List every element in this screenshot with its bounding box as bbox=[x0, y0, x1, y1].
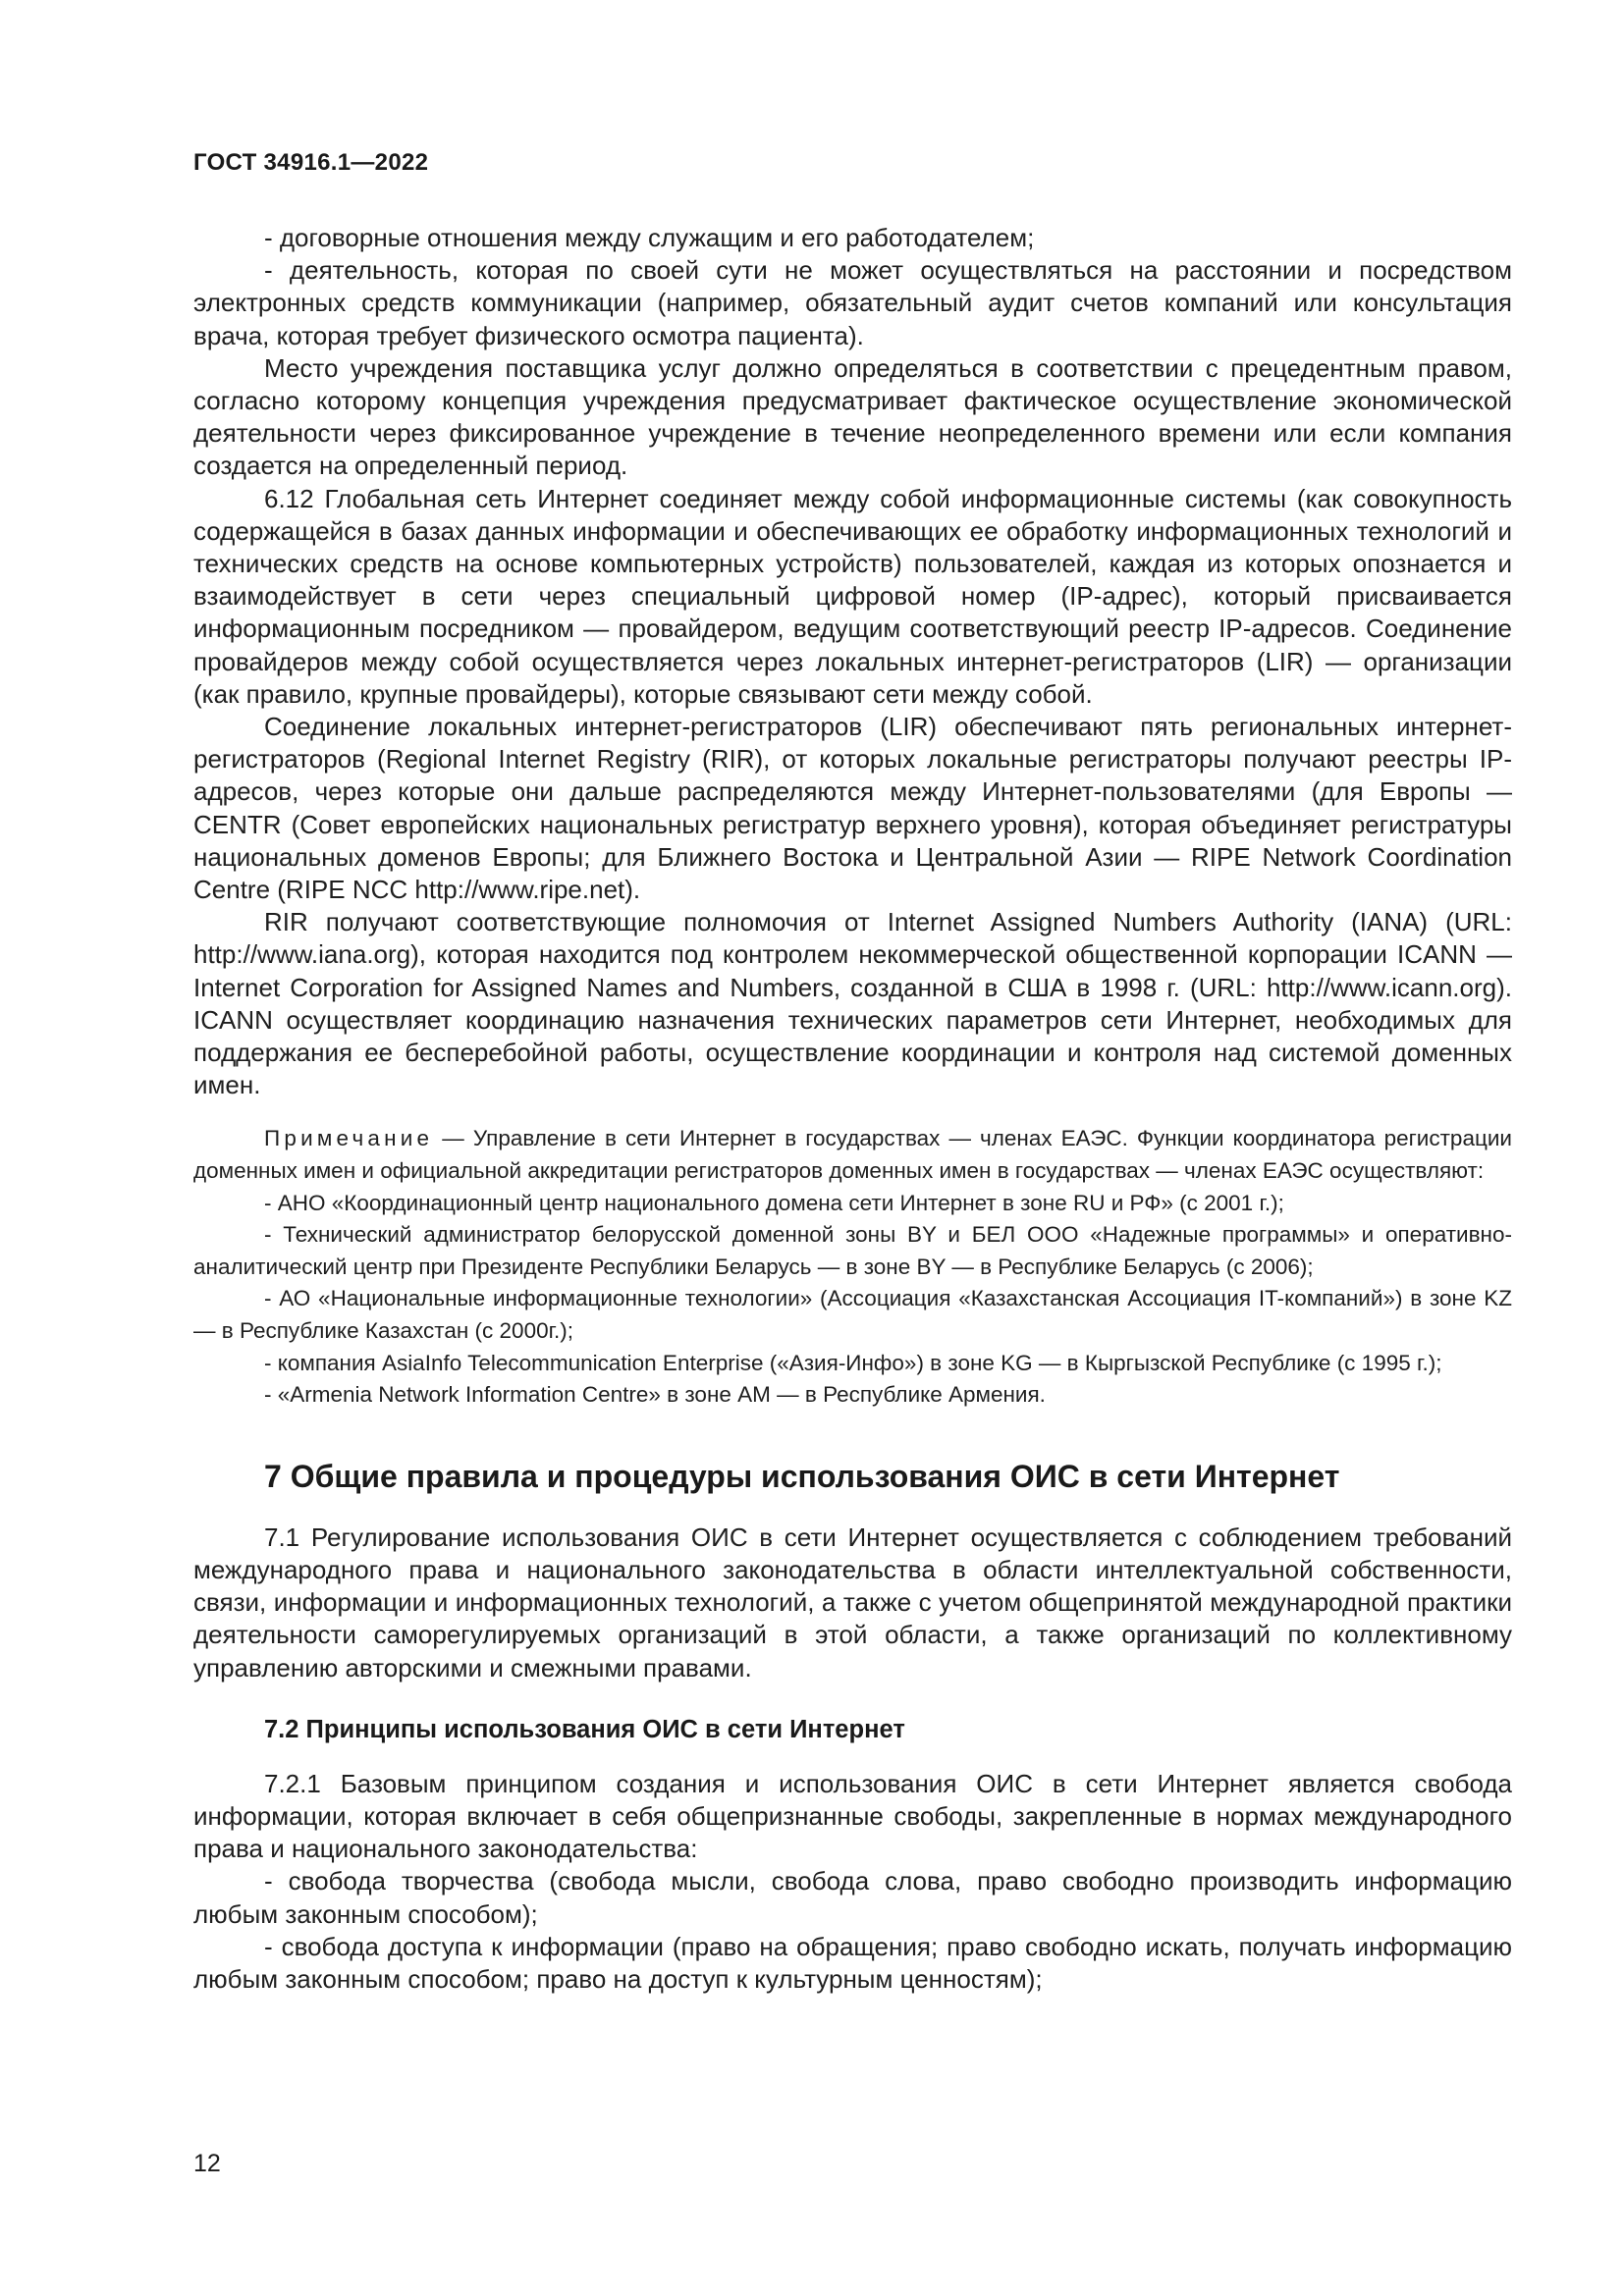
note-intro-text: — Управление в сети Интернет в государствах — членах ЕАЭС. Функции координатора регистрации доменных имен и официальной аккредитации регистраторов доменных имен в государствах — членах ЕАЭС осуществляют: bbox=[193, 1126, 1512, 1184]
document-standard-header: ГОСТ 34916.1—2022 bbox=[193, 149, 429, 176]
note-label: Примечание bbox=[264, 1126, 434, 1151]
paragraph: RIR получают соответствующие полномочия от Internet Assigned Numbers Authority (IANA) (URL: http://www.iana.org), которая находится под контролем некоммерческой общественной корпорации ICANN — Internet Corporation for Assigned Names and Numbers, созданной в США в 1998 г. (URL: http://www.icann.org). ICANN осуществляет координацию назначения технических параметров сети Интернет, необходимых для поддержания ее бесперебойной работы, осуществление координации и контроля над системой доменных имен. bbox=[193, 907, 1512, 1100]
paragraph: - свобода творчества (свобода мысли, свобода слова, право свободно производить информацию любым законным способом); bbox=[193, 1866, 1512, 1929]
paragraph: 7.2.1 Базовым принципом создания и использования ОИС в сети Интернет является свобода информации, которая включает в себя общепризнанные свободы, закрепленные в нормах международного права и национального законодательства: bbox=[193, 1768, 1512, 1864]
note-item: - «Armenia Network Information Centre» в зоне AM — в Республике Армения. bbox=[264, 1382, 1046, 1408]
document-body bbox=[193, 222, 1512, 1996]
note-item: - Технический администратор белорусской доменной зоны BY и БЕЛ ООО «Надежные программы» и оперативно-аналитический центр при Президенте Республики Беларусь — в зоне BY — в Республике Беларусь (с 2006); bbox=[193, 1222, 1512, 1279]
paragraph: Соединение локальных интернет-регистраторов (LIR) обеспечивают пять региональных интернет-регистраторов (Regional Internet Registry (RIR), от которых локальные регистраторы получают реестры IP-адресов, через которые они дальше распределяются между Интернет-пользователями (для Европы — CENTR (Совет европейских национальных регистратур верхнего уровня), которая объединяет регистратуры национальных доменов Европы; для Ближнего Востока и Центральной Азии — RIPE Network Coordination Centre (RIPE NCC http://www.ripe.net). bbox=[193, 712, 1512, 905]
note-item: - АНО «Координационный центр национального домена сети Интернет в зоне RU и РФ» (с 2001 г.); bbox=[264, 1190, 1284, 1215]
subsection-text bbox=[193, 1768, 1512, 1996]
paragraph: - деятельность, которая по своей сути не может осуществляться на расстоянии и посредством электронных средств коммуникации (например, обязательный аудит счетов компаний или консультация врача, которая требует физического осмотра пациента). bbox=[193, 255, 1512, 350]
note-item: - компания AsiaInfo Telecommunication Enterprise («Азия-Инфо») в зоне KG — в Кыргызской Республике (с 1995 г.); bbox=[264, 1350, 1442, 1375]
note-intro bbox=[193, 1123, 1512, 1187]
note-block bbox=[193, 1123, 1512, 1411]
paragraph: 6.12 Глобальная сеть Интернет соединяет между собой информационные системы (как совокупность содержащейся в базах данных информации и обеспечивающих ее обработку информационных технологий и технических средств на основе компьютерных устройств) пользователей, каждая из которых опознается и взаимодействует в сети через специальный цифровой номер (IP-адрес), который присваивается информационным посредником — провайдером, ведущим соответствующий реестр IP-адресов. Соединение провайдеров между собой осуществляется через локальных интернет-регистраторов (LIR) — организации (как правило, крупные провайдеры), которые связывают сети между собой. bbox=[193, 483, 1512, 709]
paragraph: - договорные отношения между служащим и его работодателем; bbox=[264, 223, 1035, 252]
section-text bbox=[193, 1522, 1512, 1684]
page-number: 12 bbox=[193, 2150, 221, 2177]
subsection-heading: 7.2 Принципы использования ОИС в сети Интернет bbox=[264, 1715, 905, 1743]
paragraph: - свобода доступа к информации (право на обращения; право свободно искать, получать информацию любым законным способом; право на доступ к культурным ценностям); bbox=[193, 1931, 1512, 1995]
paragraph: 7.1 Регулирование использования ОИС в сети Интернет осуществляется с соблюдением требований международного права и национального законодательства в области интеллектуальной собственности, связи, информации и информационных технологий, а также с учетом общепринятой международной практики деятельности саморегулируемых организаций в этой области, а также организаций по коллективному управлению авторскими и смежными правами. bbox=[193, 1522, 1512, 1682]
note-item: - АО «Национальные информационные технологии» (Ассоциация «Казахстанская Ассоциация IT-компаний») в зоне KZ — в Республике Казахстан (с 2000г.); bbox=[193, 1286, 1512, 1344]
section-heading: 7 Общие правила и процедуры использования ОИС в сети Интернет bbox=[264, 1458, 1340, 1494]
body-text-block bbox=[193, 222, 1512, 1101]
paragraph: Место учреждения поставщика услуг должно определяться в соответствии с прецедентным правом, согласно которому концепция учреждения предусматривает фактическое осуществление экономической деятельности через фиксированное учреждение в течение неопределенного времени или если компания создается на определенный период. bbox=[193, 352, 1512, 481]
